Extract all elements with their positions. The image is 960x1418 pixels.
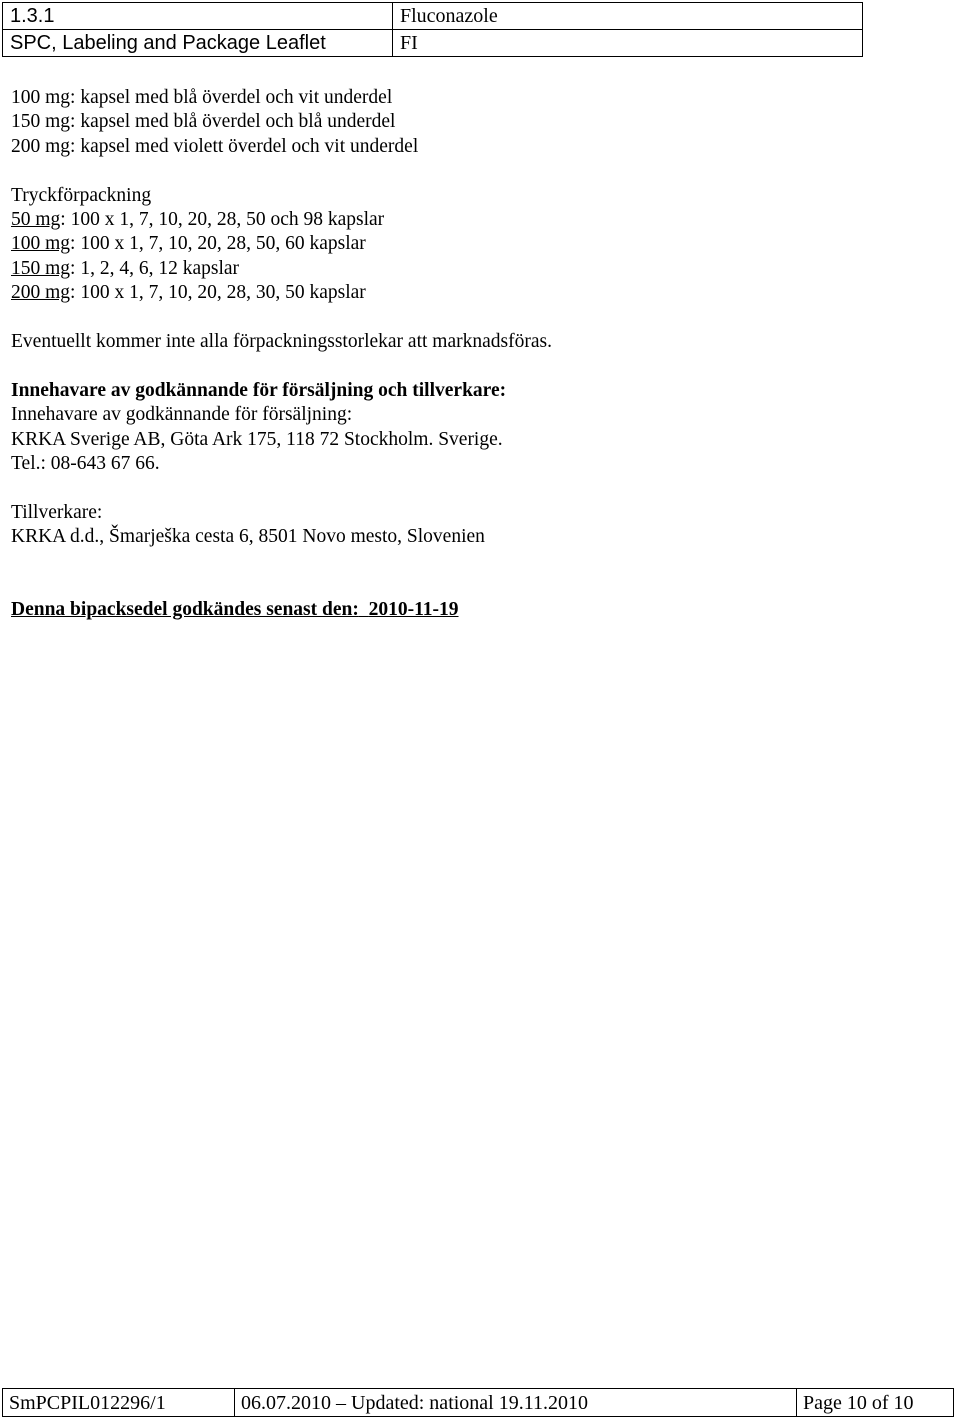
country-code: FI xyxy=(393,30,863,57)
footer-page-number: Page 10 of 10 xyxy=(797,1389,954,1417)
manufacturer-address: KRKA d.d., Šmarješka cesta 6, 8501 Novo mesto, Slovenien xyxy=(11,526,485,548)
footer-dates: 06.07.2010 – Updated: national 19.11.2010 xyxy=(235,1389,797,1417)
approval-label: Denna bipacksedel godkändes senast den: xyxy=(11,599,359,621)
strength-label: 50 mg xyxy=(11,209,61,231)
document-header xyxy=(2,2,863,57)
holder-address: KRKA Sverige AB, Göta Ark 175, 118 72 Stockholm. Sverige. xyxy=(11,428,503,450)
package-sizes: : 100 x 1, 7, 10, 20, 28, 50, 60 kapslar xyxy=(70,233,366,255)
document-type: SPC, Labeling and Package Leaflet xyxy=(3,30,393,57)
holder-phone: Tel.: 08-643 67 66. xyxy=(11,453,160,475)
capsule-description: 100 mg: kapsel med blå överdel och vit underdel xyxy=(11,87,393,108)
section-number: 1.3.1 xyxy=(3,3,393,30)
strength-label: 100 mg xyxy=(11,233,71,255)
packaging-title: Tryckförpackning xyxy=(11,184,152,206)
package-sizes: : 100 x 1, 7, 10, 20, 28, 30, 50 kapslar xyxy=(70,282,366,304)
footer-doc-id: SmPCPIL012296/1 xyxy=(3,1389,235,1417)
leaflet-body xyxy=(11,86,941,623)
document-footer xyxy=(2,1388,954,1417)
package-size-line xyxy=(11,281,941,305)
package-size-line xyxy=(11,232,941,256)
capsule-description: 200 mg: kapsel med violett överdel och vit underdel xyxy=(11,135,419,157)
package-sizes: : 100 x 1, 7, 10, 20, 28, 50 och 98 kapslar xyxy=(60,209,385,231)
manufacturer-label: Tillverkare: xyxy=(11,501,103,523)
product-name: Fluconazole xyxy=(393,3,863,30)
availability-note: Eventuellt kommer inte alla förpackningsstorlekar att marknadsföras. xyxy=(11,331,552,353)
capsule-description: 150 mg: kapsel med blå överdel och blå underdel xyxy=(11,111,396,133)
approval-date: 2010-11-19 xyxy=(368,599,459,621)
strength-label: 200 mg xyxy=(11,282,71,304)
holder-heading: Innehavare av godkännande för försäljning och tillverkare: xyxy=(11,379,507,401)
strength-label: 150 mg xyxy=(11,257,71,279)
package-size-line xyxy=(11,208,941,232)
holder-subheading: Innehavare av godkännande för försäljning: xyxy=(11,404,353,426)
package-sizes: : 1, 2, 4, 6, 12 kapslar xyxy=(70,257,240,279)
approval-line xyxy=(11,598,941,622)
package-size-line xyxy=(11,257,941,281)
